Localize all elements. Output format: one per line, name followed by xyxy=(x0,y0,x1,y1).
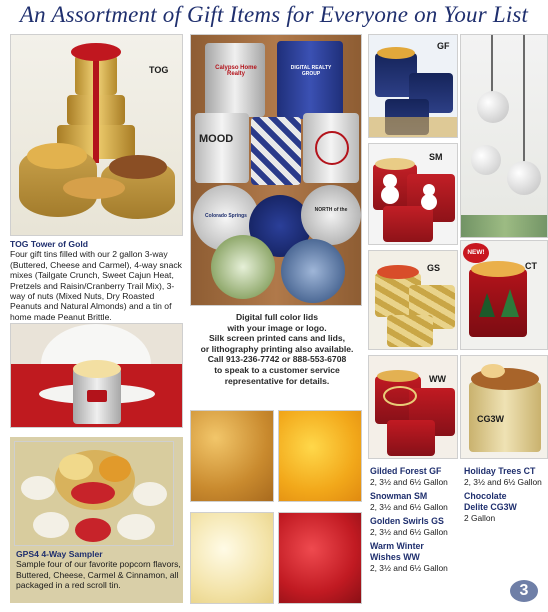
tog-description: Four gift tins filled with our 2 gallon 3-way (Buttered, Cheese and Carmel), 4-way snack mixes (Tailgate Crunch, Sweet Cajun Heat, Pretzels and Raisin/Cranberry Trail Mix), 3-way of nuts (Mixed Nuts, Dry Roasted Peanuts and Natural Almonds) and a tin of home made Peanut Brittle. xyxy=(10,249,182,322)
cinnamon-popcorn-photo xyxy=(278,512,362,604)
new-badge: NEW! xyxy=(463,243,489,263)
holiday-trees-photo xyxy=(460,240,548,350)
gilded-forest-photo xyxy=(368,34,458,138)
custom-info-line-6: to speak to a customer service xyxy=(214,364,340,375)
calypso-tin-label: Calypso Home Realty xyxy=(215,65,257,77)
list-item-chocolate-delite-sizes: 2 Gallon xyxy=(464,513,496,523)
list-item-holiday-trees-sizes: 2, 3½ and 6½ Gallon xyxy=(464,477,542,487)
list-item-gilded-forest-name: Gilded Forest GF xyxy=(370,466,442,476)
page-number: 3 xyxy=(510,580,538,602)
sampler-description-block xyxy=(16,549,181,591)
list-item-warm-winter-sizes: 2, 3½ and 6½ Gallon xyxy=(370,563,448,573)
sampler-heading-name: 4-Way Sampler xyxy=(41,549,103,559)
snowman-photo xyxy=(368,143,458,245)
tog-heading-name: Tower of Gold xyxy=(30,239,88,249)
custom-info-phone: Call 913-236-7742 or 888-553-6708 xyxy=(207,354,347,365)
caramel-popcorn-photo xyxy=(190,410,274,502)
list-item-snowman-sizes: 2, 3½ and 6½ Gallon xyxy=(370,502,448,512)
custom-info-line-4: or lithography printing also available. xyxy=(200,343,354,354)
sampler-photo xyxy=(14,441,174,546)
list-item-warm-winter-name: Warm Winter Wishes WW xyxy=(370,541,424,562)
list-item-holiday-trees-name: Holiday Trees CT xyxy=(464,466,536,476)
mood-tin-label: MOOD xyxy=(199,133,234,145)
digital-realty-tin-label: DIGITAL REALTY GROUP xyxy=(290,65,332,77)
tower-of-gold-photo xyxy=(10,34,183,236)
tog-heading-code: TOG xyxy=(10,239,29,249)
chocolate-delite-photo xyxy=(460,355,548,459)
custom-info xyxy=(190,312,364,386)
gf-code: GF xyxy=(437,41,450,51)
sm-code: SM xyxy=(429,152,443,162)
tog-description-block xyxy=(10,239,185,322)
custom-info-line-2: with your image or logo. xyxy=(227,322,327,333)
list-item-chocolate-delite-name: Chocolate Delite CG3W xyxy=(464,491,517,512)
tog-photo-code: TOG xyxy=(149,65,169,75)
list-item-gilded-forest-sizes: 2, 3½ and 6½ Gallon xyxy=(370,477,448,487)
cheese-popcorn-photo xyxy=(278,410,362,502)
gs-code: GS xyxy=(427,263,441,273)
custom-info-line-3: Silk screen printed cans and lids, xyxy=(208,333,346,344)
list-item-snowman-name: Snowman SM xyxy=(370,491,428,501)
colorado-lid-label: Colorado Springs xyxy=(205,213,247,219)
list-item-golden-swirls-name: Golden Swirls GS xyxy=(370,516,444,526)
page-title: An Assortment of Gift Items for Everyone on Your List xyxy=(19,2,529,27)
ct-code: CT xyxy=(525,261,537,271)
cg3w-code: CG3W xyxy=(477,414,504,424)
custom-info-line-7: representative for details. xyxy=(224,375,330,386)
list-item-golden-swirls-sizes: 2, 3½ and 6½ Gallon xyxy=(370,527,448,537)
warm-winter-wishes-photo xyxy=(368,355,458,459)
santa-photo xyxy=(10,323,183,428)
sampler-heading-code: GPS4 xyxy=(16,549,39,559)
north-lid-label: NORTH of the xyxy=(314,207,348,213)
golden-swirls-photo xyxy=(368,250,458,350)
ornaments-photo xyxy=(460,34,548,238)
custom-info-line-1: Digital full color lids xyxy=(235,312,319,322)
custom-tins-photo xyxy=(190,34,362,306)
buttered-popcorn-photo xyxy=(190,512,274,604)
sampler-description: Sample four of our favorite popcorn flavors, Buttered, Cheese, Carmel & Cinnamon, all packaged in a red scroll tin. xyxy=(16,559,181,591)
ww-code: WW xyxy=(429,374,446,384)
